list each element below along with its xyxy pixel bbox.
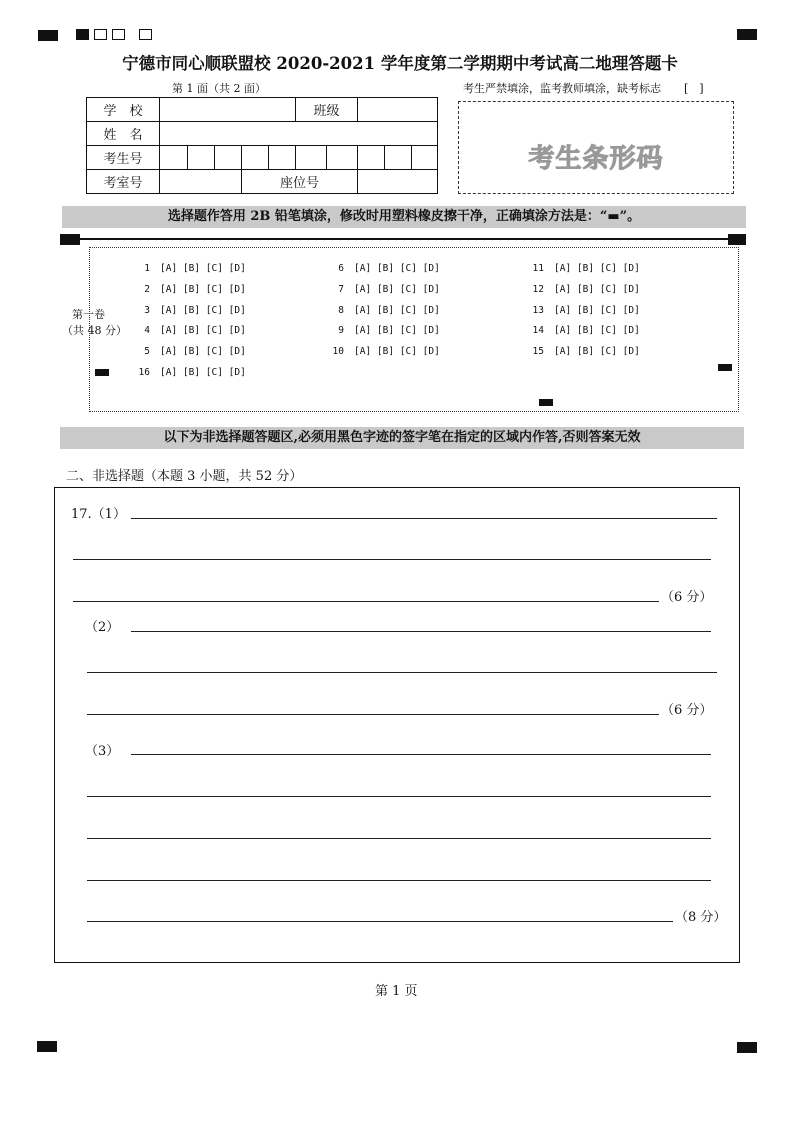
answer-line[interactable] xyxy=(87,672,717,673)
exam-digit-cell[interactable] xyxy=(358,146,385,170)
corner-mark-bottom-right xyxy=(737,1042,757,1053)
name-field[interactable] xyxy=(160,122,438,146)
mc-options[interactable]: [A] [B] [C] [D] xyxy=(554,346,640,358)
mc-instruction-band: 选择题作答用 2B 铅笔填涂，修改时用塑料橡皮擦干净，正确填涂方法是：“▬”。 xyxy=(62,206,746,228)
page-code-empty-1 xyxy=(94,29,107,40)
mc-question-number: 9 xyxy=(338,325,344,337)
mc-question-number: 10 xyxy=(332,346,344,358)
separator-marker-left xyxy=(60,234,80,245)
mc-question-row[interactable] xyxy=(322,305,440,316)
mc-question-number: 13 xyxy=(532,304,544,316)
exam-digit-cell[interactable] xyxy=(188,146,215,170)
q17-part1-label: 17.（1） xyxy=(71,507,126,522)
answer-line[interactable] xyxy=(87,838,711,839)
mc-question-number: 5 xyxy=(144,346,150,358)
mc-question-number: 2 xyxy=(144,283,150,295)
student-info-table xyxy=(86,97,438,194)
mc-question-row[interactable] xyxy=(322,284,440,295)
non-mc-instruction-band: 以下为非选择题答题区,必须用黑色字迹的签字笔在指定的区域内作答,否则答案无效 xyxy=(60,427,744,449)
mc-question-row[interactable] xyxy=(128,284,246,295)
answer-line[interactable] xyxy=(73,559,711,560)
page-face-label: 第 1 面（共 2 面） xyxy=(172,82,266,95)
mc-options[interactable]: [A] [B] [C] [D] xyxy=(354,263,440,274)
class-label: 班级 xyxy=(296,98,358,122)
page-code-empty-2 xyxy=(112,29,125,40)
absent-mark-box[interactable]: [ ] xyxy=(684,82,704,95)
name-label: 姓 名 xyxy=(87,122,160,146)
seat-field[interactable] xyxy=(358,170,438,194)
mc-question-number: 15 xyxy=(532,346,544,358)
mc-options[interactable]: [A] [B] [C] [D] xyxy=(354,325,440,337)
mc-options[interactable]: [A] [B] [C] [D] xyxy=(554,325,640,337)
mc-options[interactable]: [A] [B] [C] [D] xyxy=(354,346,440,358)
exam-digit-cell[interactable] xyxy=(242,146,269,170)
answer-line[interactable] xyxy=(87,714,659,715)
answer-line[interactable] xyxy=(87,796,711,797)
mc-question-number: 16 xyxy=(138,367,150,378)
corner-mark-top-left xyxy=(38,30,58,41)
mc-timing-mark-bottom xyxy=(539,399,553,406)
section2-title: 二、非选择题（本题 3 小题，共 52 分） xyxy=(66,469,303,484)
class-field[interactable] xyxy=(358,98,438,122)
barcode-label: 考生条形码 xyxy=(528,144,664,174)
mc-question-number: 1 xyxy=(144,263,150,274)
mc-question-row[interactable] xyxy=(322,346,440,357)
q17-part3-score: （8 分） xyxy=(675,910,727,925)
answer-line[interactable] xyxy=(131,754,711,755)
mc-question-number: 3 xyxy=(144,304,150,316)
q17-part1-score: （6 分） xyxy=(661,590,713,605)
exam-digit-cell[interactable] xyxy=(412,146,438,170)
mc-question-row[interactable] xyxy=(128,325,246,336)
page-title: 宁德市同心顺联盟校 2020-2021 学年度第二学期期中考试高二地理答题卡 xyxy=(122,54,678,73)
q17-answer-box[interactable] xyxy=(54,487,740,963)
mc-question-row[interactable] xyxy=(322,325,440,336)
mc-question-number: 8 xyxy=(338,304,344,316)
mc-question-row[interactable] xyxy=(522,305,640,316)
school-label: 学 校 xyxy=(87,98,160,122)
mc-question-row[interactable] xyxy=(128,263,246,274)
corner-mark-top-right xyxy=(737,29,757,40)
mc-options[interactable]: [A] [B] [C] [D] xyxy=(160,325,246,337)
barcode-area xyxy=(458,101,734,194)
mc-question-number: 12 xyxy=(532,283,544,295)
mc-options[interactable]: [A] [B] [C] [D] xyxy=(160,346,246,358)
exam-digit-cell[interactable] xyxy=(160,146,188,170)
exam-digit-cell[interactable] xyxy=(215,146,242,170)
mc-options[interactable]: [A] [B] [C] [D] xyxy=(554,304,640,316)
room-field[interactable] xyxy=(160,170,242,194)
exam-digit-cell[interactable] xyxy=(327,146,358,170)
mc-options[interactable]: [A] [B] [C] [D] xyxy=(160,367,246,378)
mc-answer-area xyxy=(89,247,739,412)
mc-question-number: 7 xyxy=(338,283,344,295)
mc-question-row[interactable] xyxy=(322,263,440,274)
answer-line[interactable] xyxy=(87,921,673,922)
mc-question-row[interactable] xyxy=(522,284,640,295)
q17-part3-label: （3） xyxy=(85,744,120,759)
mc-question-number: 4 xyxy=(144,325,150,337)
exam-digit-cell[interactable] xyxy=(385,146,412,170)
exam-digit-cell[interactable] xyxy=(269,146,296,170)
exam-number-label: 考生号 xyxy=(87,146,160,170)
mc-options[interactable]: [A] [B] [C] [D] xyxy=(160,304,246,316)
mc-question-row[interactable] xyxy=(128,367,246,378)
mc-question-row[interactable] xyxy=(522,346,640,357)
mc-question-number: 11 xyxy=(532,263,544,274)
answer-line[interactable] xyxy=(87,880,711,881)
room-label: 考室号 xyxy=(87,170,160,194)
mc-timing-mark-left xyxy=(95,369,109,376)
q17-part2-label: （2） xyxy=(85,620,120,635)
separator-marker-right xyxy=(728,234,746,245)
mc-question-number: 14 xyxy=(532,325,544,337)
separator-line xyxy=(60,238,746,240)
seat-label: 座位号 xyxy=(242,170,358,194)
answer-line[interactable] xyxy=(73,601,659,602)
mc-question-row[interactable] xyxy=(128,346,246,357)
answer-line[interactable] xyxy=(131,518,717,519)
q17-part2-score: （6 分） xyxy=(661,703,713,718)
absent-notice: 考生严禁填涂，监考教师填涂，缺考标志 xyxy=(463,82,661,95)
mc-question-row[interactable] xyxy=(128,305,246,316)
page-code-filled xyxy=(76,29,89,40)
mc-timing-mark-right xyxy=(718,364,732,371)
school-field[interactable] xyxy=(160,98,296,122)
corner-mark-bottom-left xyxy=(37,1041,57,1052)
mc-question-row[interactable] xyxy=(522,325,640,336)
mc-question-row[interactable] xyxy=(522,263,640,274)
mc-options[interactable]: [A] [B] [C] [D] xyxy=(354,283,440,295)
section1-name: 第一卷 xyxy=(72,308,105,321)
page-code-empty-3 xyxy=(139,29,152,40)
section1-score: （共 48 分） xyxy=(62,324,127,337)
page-footer: 第 1 页 xyxy=(375,984,418,999)
mc-options[interactable]: [A] [B] [C] [D] xyxy=(554,283,640,295)
mc-options[interactable]: [A] [B] [C] [D] xyxy=(160,283,246,295)
mc-options[interactable]: [A] [B] [C] [D] xyxy=(554,263,640,274)
mc-options[interactable]: [A] [B] [C] [D] xyxy=(160,263,246,274)
mc-options[interactable]: [A] [B] [C] [D] xyxy=(354,304,440,316)
answer-line[interactable] xyxy=(131,631,711,632)
exam-digit-cell[interactable] xyxy=(296,146,327,170)
mc-question-number: 6 xyxy=(338,263,344,274)
